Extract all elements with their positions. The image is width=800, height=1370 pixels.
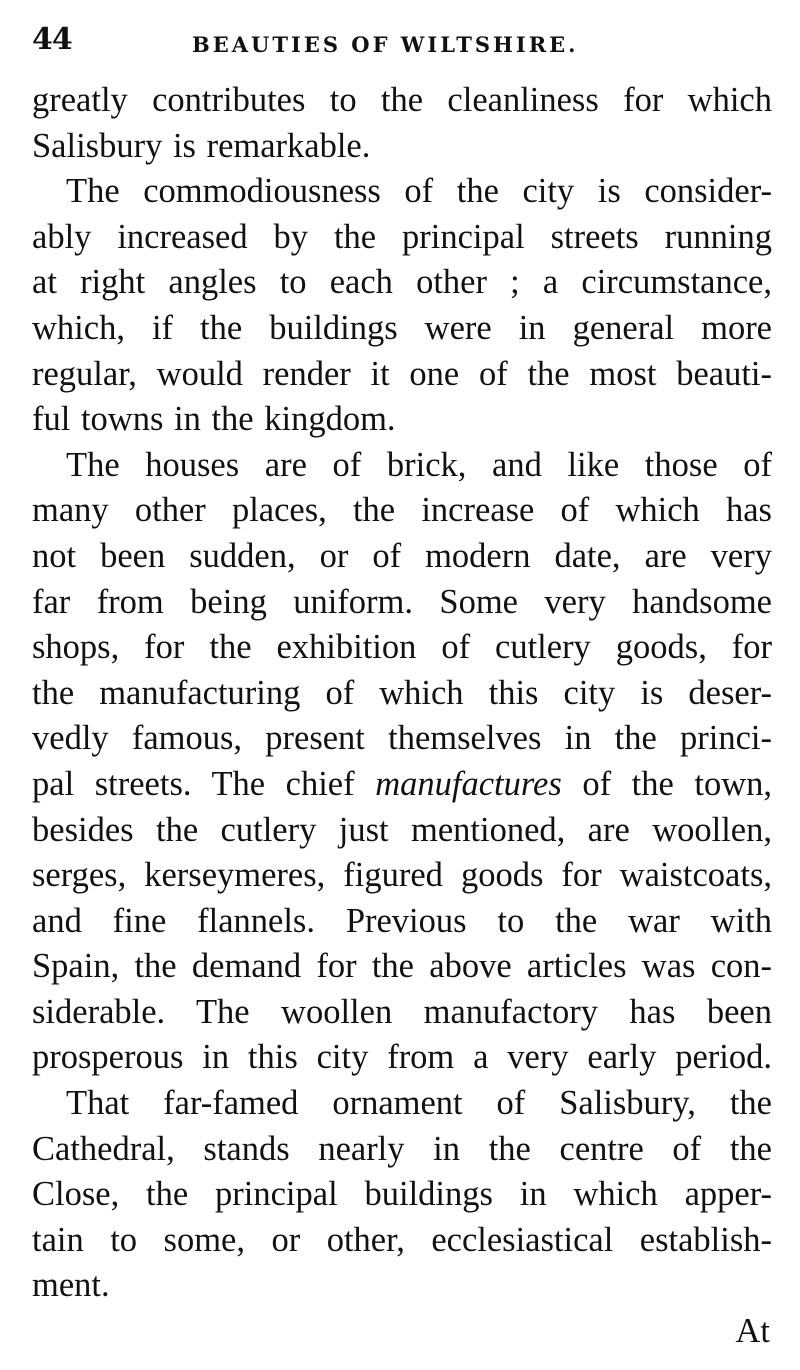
text-line: far from being uniform. Some very handsome [32,582,772,621]
text-line: many other places, the increase of which has [32,491,772,530]
text-line: besides the cutlery just mentioned, are woollen, [32,810,772,849]
paragraph-start-line: The houses are of brick, and like those of [66,445,772,484]
italic-emphasis: manufactures [375,764,562,803]
text-line: Close, the principal buildings in which apper- [32,1175,772,1214]
paragraph-start-line: The commodiousness of the city is consider- [66,172,772,211]
text-line: vedly famous, present themselves in the princi- [32,719,772,758]
text-line: serges, kerseymeres, figured goods for waistcoats, [32,856,772,895]
running-title: BEAUTIES OF WILTSHIRE. [192,32,579,57]
running-head [32,22,772,78]
text-line: greatly contributes to the cleanliness for which [32,81,772,119]
text-segment: of the town, [582,764,773,803]
text-line: regular, would render it one of the most beauti- [32,354,772,393]
text-line: ment. [32,1266,110,1305]
text-line: which, if the buildings were in general more [32,308,772,347]
text-segment: pal streets. The chief [32,764,355,803]
body-text [32,78,772,1309]
text-line: shops, for the exhibition of cutlery goods, for [32,628,772,667]
text-line: tain to some, or other, ecclesiastical establish- [32,1220,772,1259]
text-line: Spain, the demand for the above articles was con- [32,947,772,986]
text-line: and fine flannels. Previous to the war with [32,901,772,940]
text-line: ful towns in the kingdom. [32,400,396,439]
text-line: not been sudden, or of modern date, are very [32,536,772,575]
paragraph-start-line: That far-famed ornament of Salisbury, the [66,1084,772,1123]
text-line: the manufacturing of which this city is deser- [32,673,772,712]
page-number: 44 [32,22,72,57]
book-page [32,22,772,78]
catchword: At [735,1312,770,1350]
text-line: Cathedral, stands nearly in the centre of the [32,1129,772,1168]
text-line: prosperous in this city from a very early period. [32,1038,772,1077]
text-line: ably increased by the principal streets running [32,217,772,256]
text-line: Salisbury is remarkable. [32,126,371,165]
text-line: siderable. The woollen manufactory has been [32,992,772,1031]
text-line: at right angles to each other ; a circumstance, [32,263,772,302]
text-line-with-italic [32,762,772,808]
